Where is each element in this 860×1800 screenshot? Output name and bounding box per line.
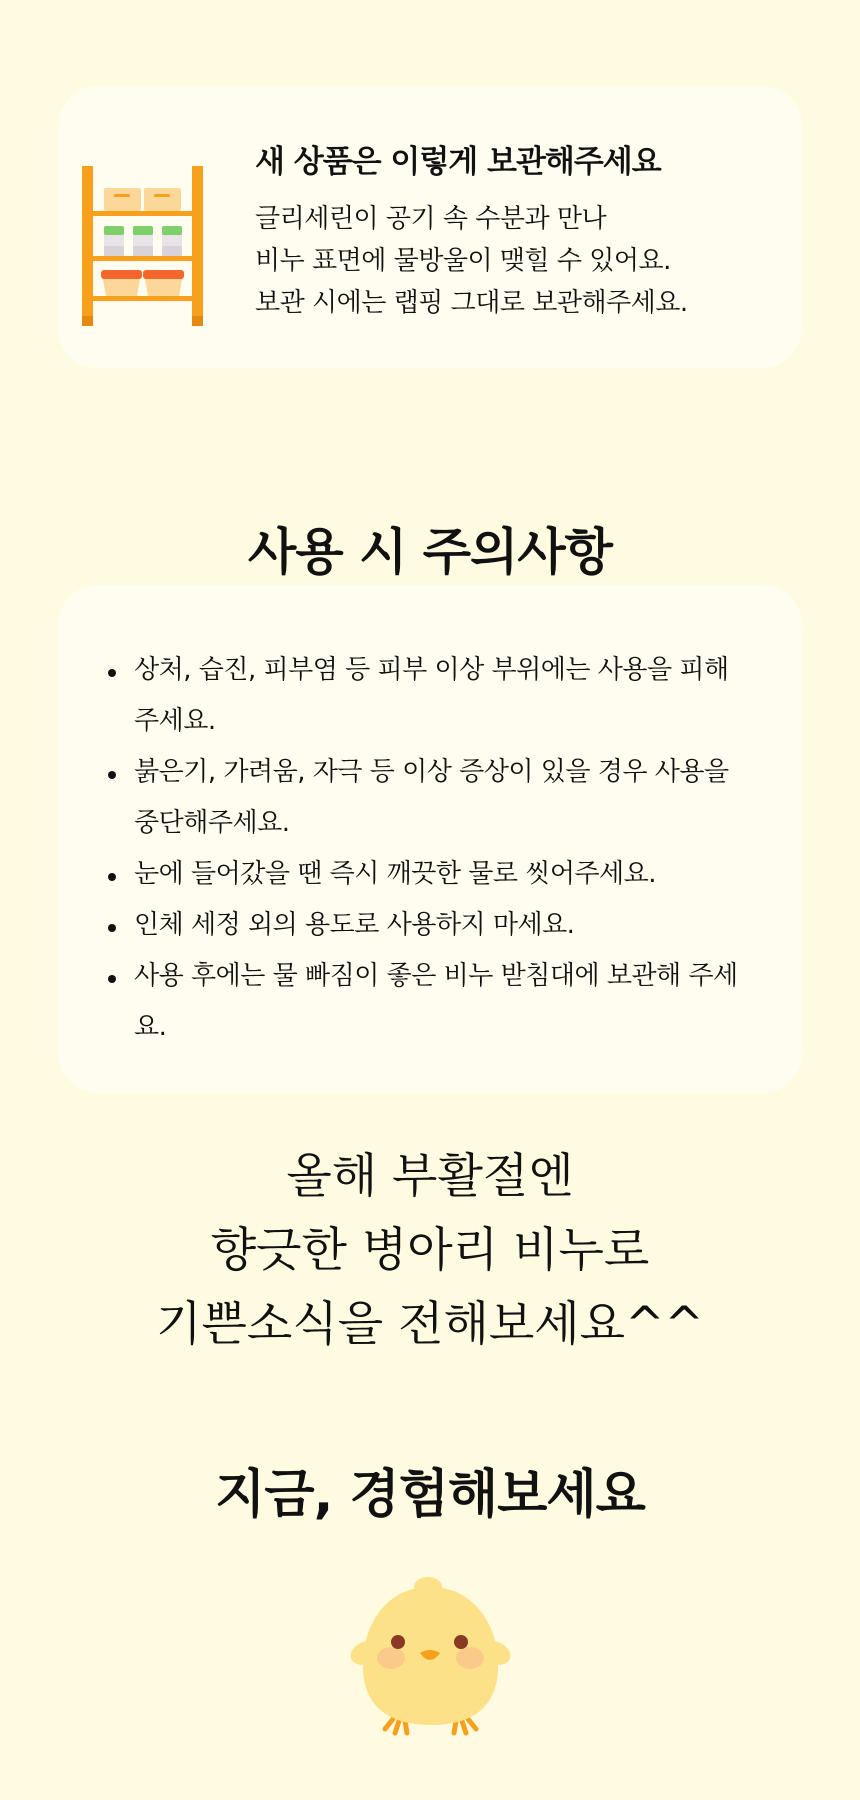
caution-heading: 사용 시 주의사항	[248, 523, 612, 581]
easter-message	[0, 1140, 860, 1362]
caution-list	[108, 645, 748, 1053]
caution-item: 상처, 습진, 피부염 등 피부 이상 부위에는 사용을 피해주세요.	[108, 645, 748, 747]
caution-item: 붉은기, 가려움, 자극 등 이상 증상이 있을 경우 사용을 중단해주세요.	[108, 747, 748, 849]
caution-card	[58, 585, 802, 1093]
storage-line: 보관 시에는 랩핑 그대로 보관해주세요.	[255, 288, 688, 318]
message-line: 올해 부활절엔	[286, 1149, 574, 1204]
storage-description	[255, 198, 688, 324]
storage-line: 비누 표면에 물방울이 맺힐 수 있어요.	[255, 246, 671, 276]
cta-heading: 지금, 경험해보세요	[215, 1465, 645, 1525]
chick-icon	[343, 1575, 518, 1740]
message-line: 기쁜소식을 전해보세요^^	[156, 1297, 704, 1352]
caution-item: 눈에 들어갔을 땐 즉시 깨끗한 물로 씻어주세요.	[108, 849, 748, 900]
storage-title: 새 상품은 이렇게 보관해주세요	[255, 144, 661, 180]
caution-item: 인체 세정 외의 용도로 사용하지 마세요.	[108, 900, 748, 951]
storage-card	[58, 86, 802, 368]
shelf-icon	[82, 166, 212, 326]
storage-line: 글리세린이 공기 속 수분과 만나	[255, 204, 607, 234]
message-line: 향긋한 병아리 비누로	[210, 1223, 650, 1278]
caution-item: 사용 후에는 물 빠짐이 좋은 비누 받침대에 보관해 주세요.	[108, 951, 748, 1053]
